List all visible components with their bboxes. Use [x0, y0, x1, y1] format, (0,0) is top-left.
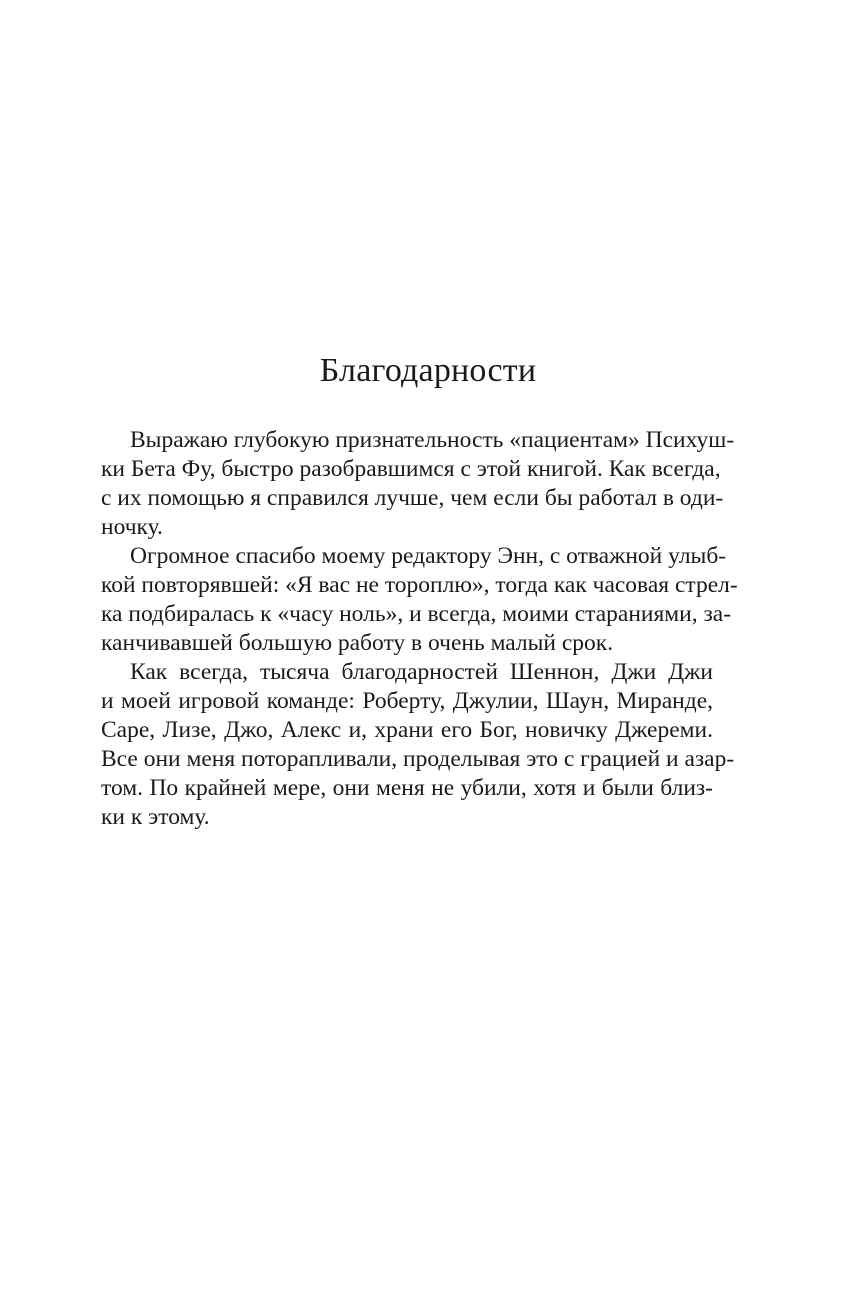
text-line: ка подбиралась к «часу ноль», и всегда, моими стараниями, за- [101, 601, 732, 627]
text-line: ночку. [101, 514, 163, 540]
text-line: ки к этому. [101, 804, 210, 830]
paragraph-2 [101, 542, 738, 658]
page-title: Благодарности [319, 352, 537, 389]
text-line: с их помощью я справился лучше, чем если бы работал в оди- [101, 485, 724, 511]
text-line: Выражаю глубокую признательность «пациентам» Психуш- [130, 427, 735, 453]
text-line: Все они меня поторапливали, проделывая это с грацией и азар- [101, 746, 735, 772]
text-line: канчивавшей большую работу в очень малый срок. [101, 630, 614, 656]
paragraph-3 [101, 658, 735, 832]
text-line: кой повторявшей: «Я вас не тороплю», тогда как часовая стрел- [101, 572, 738, 598]
text-line: Как всегда, тысяча благодарностей Шеннон, Джи Джи [130, 659, 713, 685]
acknowledgements-text [101, 426, 738, 832]
paragraph-1 [101, 426, 735, 542]
text-line: и моей игровой команде: Роберту, Джулии, Шаун, Миранде, [101, 688, 713, 714]
text-line: Саре, Лизе, Джо, Алекс и, храни его Бог, новичку Джереми. [101, 717, 713, 743]
text-line: том. По крайней мере, они меня не убили, хотя и были близ- [101, 775, 713, 801]
text-line: Огромное спасибо моему редактору Энн, с отважной улыб- [130, 543, 727, 569]
text-line: ки Бета Фу, быстро разобравшимся с этой книгой. Как всегда, [101, 456, 721, 482]
